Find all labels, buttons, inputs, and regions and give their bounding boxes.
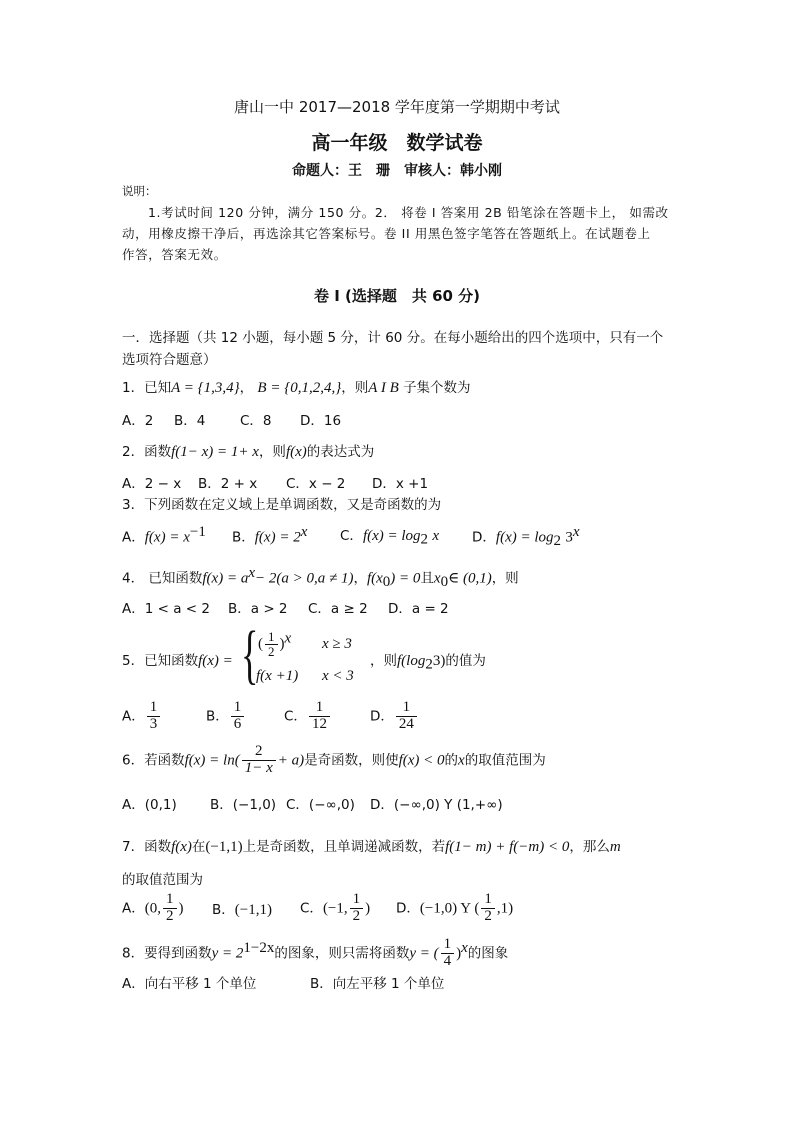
q2-expr: f(1− x) = 1+ x (171, 444, 259, 460)
q8-frac-den: 4 (443, 952, 452, 969)
q8-number: 8． (122, 945, 145, 962)
q7-expr-b: (−1,1) (205, 839, 243, 855)
section-title: 卷 I (选择题 共 60 分) (313, 287, 481, 305)
q5-option-d-num: 1 (396, 700, 417, 717)
q2-text-a: 函数 (144, 444, 172, 460)
q3-option-a-expr: f(x) = x (144, 529, 190, 546)
q7-option-d (396, 892, 513, 925)
q6-var: x (458, 752, 465, 769)
q7-expr-c: f(1− m) + f(−m) < 0 (445, 839, 570, 855)
q5-option-d (370, 700, 419, 733)
question-7 (122, 835, 621, 856)
q7-text-a: 函数 (144, 839, 172, 855)
q7-option-b-expr: (−1,1) (234, 902, 272, 918)
q5-text-c: 的值为 (445, 653, 486, 669)
q7-text-c: 上是奇函数，且单调递减函数，若 (242, 839, 446, 855)
q7-var: m (609, 839, 621, 855)
question-2 (122, 440, 374, 461)
q1-option-d: D．16 (300, 413, 342, 429)
q5-option-a-den: 3 (149, 715, 158, 732)
q2-option-a: A．2 − x (122, 476, 182, 492)
q7-number: 7． (122, 839, 145, 855)
q7-option-c-post: ) (365, 900, 371, 917)
q5-option-c (284, 700, 332, 733)
q6-option-a: A．(0,1) (122, 797, 177, 813)
q7-option-a (122, 892, 184, 925)
q5-case-2-cond: x < 3 (322, 668, 354, 684)
q5-option-b-label: B． (206, 708, 229, 725)
notes-label: 说明： (122, 184, 157, 198)
q6-frac-num: 2 (242, 744, 276, 761)
exam-title: 唐山一中 2017—2018 学年度第一学期期中考试 (234, 98, 560, 116)
q6-option-d: D．(−∞,0) Y (1,+∞) (370, 797, 503, 813)
q7-option-d-post: ,1) (496, 900, 514, 917)
q5-option-b-den: 6 (233, 715, 242, 732)
q5-case-1: ( $\frac{1}{2}$ )$^x$ (258, 629, 292, 659)
q3-option-c (340, 524, 439, 549)
q4-expr-a-tail: − 2(a > 0,a ≠ 1) (255, 570, 354, 587)
q7-option-c-den: 2 (352, 907, 361, 924)
q7-text-b: 在 (191, 839, 206, 855)
q7-expr-a: f(x) (171, 839, 192, 855)
q7-option-d-label: D． (396, 900, 420, 917)
q1-sep: ， (239, 380, 254, 396)
q4-expr-c-sub: 0 (440, 574, 449, 591)
q1-option-a: A．2 (122, 413, 154, 429)
q3-option-b-sup: x (300, 524, 308, 540)
q3-option-a-label: A． (122, 529, 145, 546)
q7-option-b-label: B． (212, 902, 235, 918)
q5-option-b (206, 700, 246, 733)
q5-case1-num: 1 (265, 630, 278, 645)
q8-frac-num: 1 (441, 937, 455, 954)
exam-authors: 命题人：王 珊 审核人：韩小刚 (292, 163, 502, 179)
question-5-intro (122, 649, 233, 670)
q5-number: 5． (122, 653, 145, 669)
question-8 (122, 937, 508, 970)
q5-expr-tail: 3) (432, 653, 446, 669)
q2-text-c: 的表达式为 (306, 444, 375, 460)
q5-option-a (122, 700, 162, 733)
section-intro-1: 一．选择题（共 12 小题，每小题 5 分，计 60 分。在每小题给出的四个选项中，只有一个 (122, 330, 664, 346)
q4-expr-a: f(x) = a (202, 570, 249, 587)
q4-expr-b-sub: 0 (382, 574, 391, 591)
q5-case1-sup: x (284, 630, 292, 647)
q8-text-c: 的图象 (467, 945, 509, 962)
q5-case-1-cond: x ≥ 3 (322, 636, 352, 652)
q4-option-d: D．a = 2 (388, 601, 449, 617)
q2-number: 2． (122, 444, 145, 460)
q5-text-b: ，则 (370, 653, 397, 669)
q4-text-b: 且 (420, 570, 434, 587)
q5-option-b-num: 1 (231, 700, 245, 717)
q8-option-b: B．向左平移 1 个单位 (310, 976, 445, 992)
q3-option-c-tail: x (432, 528, 440, 544)
q1-set-a: A = {1,3,4} (171, 380, 240, 396)
q6-expr-b: f(x) < 0 (398, 752, 445, 769)
q7-option-c-pre: (−1, (322, 900, 348, 917)
q7-option-a-pre: (0, (144, 900, 161, 917)
q6-text-a: 若函数 (144, 752, 185, 769)
q5-option-d-den: 24 (398, 715, 414, 732)
q2-expr-2: f(x) (285, 444, 307, 460)
q8-option-a: A．向右平移 1 个单位 (122, 976, 257, 992)
q3-option-b-expr: f(x) = 2 (254, 529, 301, 546)
q6-option-c: C．(−∞,0) (286, 797, 355, 813)
q4-number: 4． (122, 570, 145, 587)
q5-option-a-num: 1 (147, 700, 161, 717)
q3-option-d-sub: 2 (553, 533, 562, 550)
q7-option-d-den: 2 (484, 907, 492, 924)
notes-line-1: 1.考试时间 120 分钟，满分 150 分。2． 将卷 I 答案用 2B 铅笔涂在答题卡上， 如需改 (148, 205, 669, 220)
q5-text-a: 已知函数 (144, 653, 199, 669)
q1-text-a: 已知 (144, 380, 172, 396)
q3-option-b-label: B． (232, 529, 255, 546)
q4-expr-c: x (433, 570, 441, 587)
q5-expr-sub: 2 (425, 656, 433, 673)
q3-option-c-expr: f(x) = log (362, 528, 421, 544)
q5-option-a-label: A． (122, 708, 145, 725)
q6-frac-den: 1− x (244, 759, 273, 776)
q6-text-c: 的 (444, 752, 459, 769)
q3-option-d-expr: f(x) = log (495, 529, 554, 546)
q8-expr-b-sup: x (461, 939, 468, 956)
q2-option-d: D．x +1 (372, 476, 429, 492)
q7-option-a-label: A． (122, 900, 145, 917)
q7-option-a-den: 2 (166, 907, 174, 924)
q5-case-2: f(x +1) (256, 668, 299, 684)
q5-fx: f(x) = (198, 653, 233, 669)
q4-option-b: B．a > 2 (228, 601, 288, 617)
q4-sep: ， (353, 570, 367, 587)
q7-option-d-pre: (−1,0) Y ( (419, 900, 480, 917)
question-3 (122, 493, 441, 513)
notes-line-2: 动，用橡皮擦干净后，再选涂其它答案标号。卷 II 用黑色签字笔答在答题纸上。在试题卷上 (122, 226, 651, 241)
q3-option-c-label: C． (340, 528, 363, 544)
q4-option-c: C．a ≥ 2 (308, 601, 368, 617)
q2-text-b: ，则 (258, 444, 286, 460)
q7-text-d: ，那么 (569, 839, 610, 855)
q7-option-d-num: 1 (481, 892, 495, 909)
q6-option-b: B．(−1,0) (210, 797, 277, 813)
q3-option-a-sup: −1 (189, 524, 206, 540)
q1-text-c: 子集个数为 (403, 380, 471, 396)
q6-text-b: 是奇函数，则使 (304, 752, 399, 769)
q4-text-c: ，则 (491, 570, 519, 587)
q8-text-b: 的图象，则只需将函数 (274, 945, 410, 962)
q5-option-d-label: D． (370, 708, 394, 725)
q7-option-c-num: 1 (350, 892, 364, 909)
q7-option-c (300, 892, 370, 925)
q7-option-a-post: ) (178, 900, 184, 917)
section-intro-2: 选项符合题意） (122, 352, 217, 368)
question-7-line-2: 的取值范围为 (122, 872, 203, 888)
q1-set-b: B = {0,1,2,4,} (257, 380, 342, 396)
question-6 (122, 744, 546, 777)
q3-option-d-sup: x (572, 524, 580, 540)
q6-expr-a: f(x) = ln( (184, 752, 240, 769)
q2-option-c: C．x − 2 (286, 476, 346, 492)
q5-case1-den: 2 (268, 643, 275, 659)
q1-option-b: B．4 (174, 413, 206, 429)
q4-expr-b-tail: ) = 0 (390, 570, 421, 587)
notes-line-3: 作答，答案无效。 (122, 247, 227, 262)
q6-expr-tail: + a) (277, 752, 305, 769)
q1-number: 1． (122, 380, 145, 396)
q4-text-a: 已知函数 (148, 570, 203, 587)
q1-expr: A I B (368, 380, 399, 396)
q3-option-a (122, 524, 206, 547)
q5-expr: f(log (397, 653, 426, 669)
q3-option-c-sub: 2 (420, 531, 429, 548)
q3-option-b (232, 524, 307, 547)
q6-number: 6． (122, 752, 145, 769)
question-1 (122, 376, 471, 397)
q8-expr-a: y = 2 (211, 945, 244, 962)
q4-option-a: A．1 < a < 2 (122, 601, 210, 617)
q4-expr-a-sup: x (248, 565, 255, 581)
q5-option-c-den: 12 (311, 715, 327, 732)
q7-option-c-label: C． (300, 900, 323, 917)
q7-option-b (212, 898, 272, 919)
q1-option-c: C．8 (240, 413, 272, 429)
q5-option-c-label: C． (284, 708, 307, 725)
q3-option-d (472, 524, 579, 550)
q2-option-b: B．2 + x (198, 476, 258, 492)
q4-expr-c-tail: ∈ (0,1) (448, 570, 492, 587)
q5-option-c-num: 1 (309, 700, 330, 717)
q3-number: 3． (122, 497, 145, 513)
q5-tail (370, 649, 486, 674)
question-4 (122, 565, 519, 591)
q8-expr-a-sup: 1−2x (243, 939, 275, 956)
q1-text-b: ，则 (341, 380, 369, 396)
q8-text-a: 要得到函数 (144, 945, 212, 962)
exam-subtitle: 高一年级 数学试卷 (311, 132, 483, 154)
q8-expr-b-tail: ) (456, 945, 462, 962)
q7-option-a-num: 1 (163, 892, 177, 909)
q4-expr-b: f(x (366, 570, 383, 587)
q8-expr-b: y = ( (409, 945, 439, 962)
q3-option-d-tail: 3 (565, 529, 573, 546)
q6-text-d: 的取值范围为 (464, 752, 546, 769)
q3-option-d-label: D． (472, 529, 496, 546)
q5-brace: { (241, 618, 259, 691)
q3-text: 下列函数在定义域上是单调函数，又是奇函数的为 (144, 497, 442, 513)
